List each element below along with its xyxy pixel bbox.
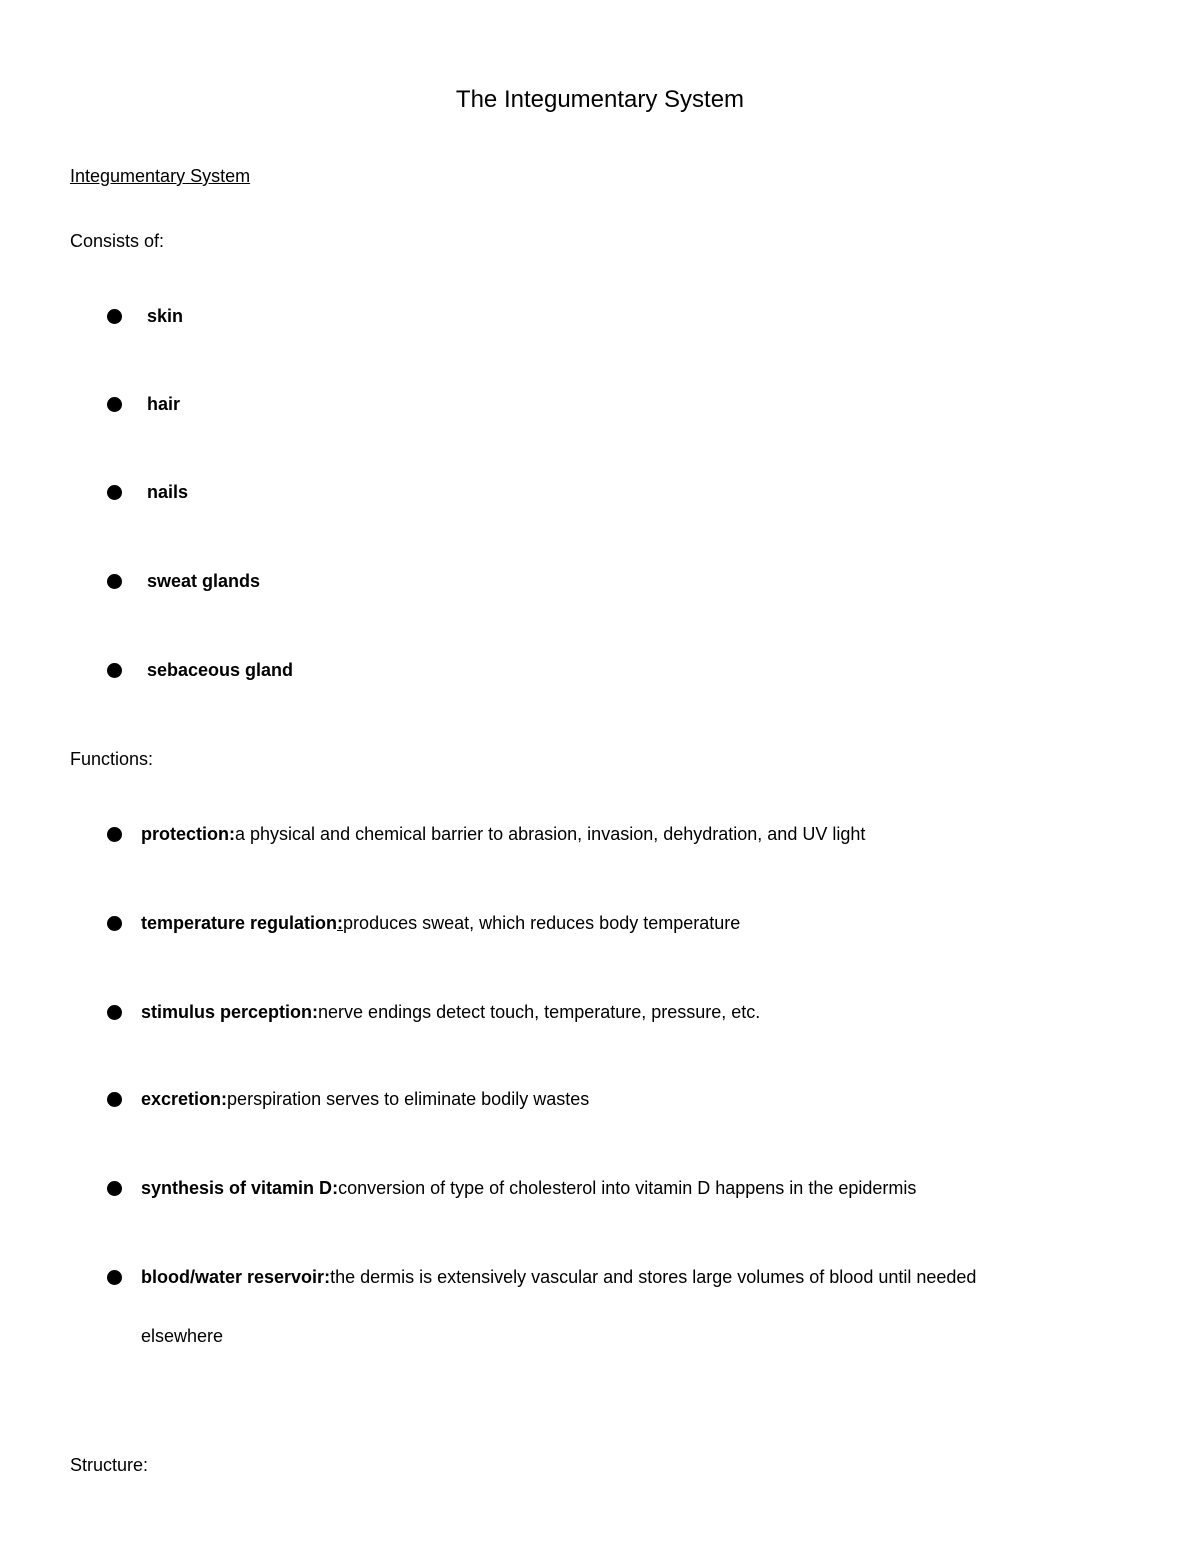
function-item [107, 1000, 760, 1024]
section-heading: Integumentary System [70, 166, 251, 186]
list-item [107, 569, 260, 593]
list-item [107, 304, 183, 328]
bullet-icon [107, 1270, 122, 1285]
function-term: excretion [141, 1089, 222, 1109]
page-title: The Integumentary System [455, 86, 745, 113]
function-description: a physical and chemical barrier to abrasion, invasion, dehydration, and UV light [235, 824, 866, 844]
component-label: sebaceous gland [147, 660, 294, 680]
function-separator: : [312, 1002, 319, 1022]
function-separator: : [229, 824, 235, 844]
structure-label: Structure: [70, 1455, 149, 1475]
function-item [107, 1176, 916, 1200]
bullet-icon [107, 1092, 122, 1107]
bullet-icon [107, 574, 122, 589]
function-term: temperature regulation [141, 913, 338, 933]
bullet-icon [107, 1181, 122, 1196]
function-term: stimulus perception [141, 1002, 313, 1022]
function-term: protection [141, 824, 229, 844]
bullet-icon [107, 397, 122, 412]
bullet-icon [107, 1005, 122, 1020]
function-description: nerve endings detect touch, temperature, pressure, etc. [318, 1002, 761, 1022]
function-separator: : [221, 1089, 228, 1109]
function-separator: : [337, 913, 344, 933]
function-continuation: elsewhere [141, 1326, 224, 1346]
component-label: skin [147, 306, 184, 326]
function-term: blood/water reservoir [141, 1267, 325, 1287]
consists-label: Consists of: [70, 231, 165, 251]
bullet-icon [107, 827, 122, 842]
component-label: hair [147, 394, 181, 414]
component-label: sweat glands [147, 571, 261, 591]
bullet-icon [107, 485, 122, 500]
function-term: synthesis of vitamin D [141, 1178, 333, 1198]
bullet-icon [107, 309, 122, 324]
function-separator: : [324, 1267, 331, 1287]
component-label: nails [147, 482, 189, 502]
function-description: the dermis is extensively vascular and stores large volumes of blood until needed [330, 1267, 977, 1287]
bullet-icon [107, 916, 122, 931]
list-item [107, 392, 180, 416]
function-item [107, 1087, 589, 1111]
list-item [107, 658, 293, 682]
function-description: produces sweat, which reduces body temperature [343, 913, 741, 933]
functions-label: Functions: [70, 749, 154, 769]
bullet-icon [107, 663, 122, 678]
function-separator: : [332, 1178, 339, 1198]
function-item [107, 822, 865, 846]
function-item [107, 911, 740, 935]
function-description: conversion of type of cholesterol into vitamin D happens in the epidermis [338, 1178, 917, 1198]
function-item [107, 1265, 976, 1289]
list-item [107, 480, 188, 504]
function-description: perspiration serves to eliminate bodily wastes [227, 1089, 590, 1109]
